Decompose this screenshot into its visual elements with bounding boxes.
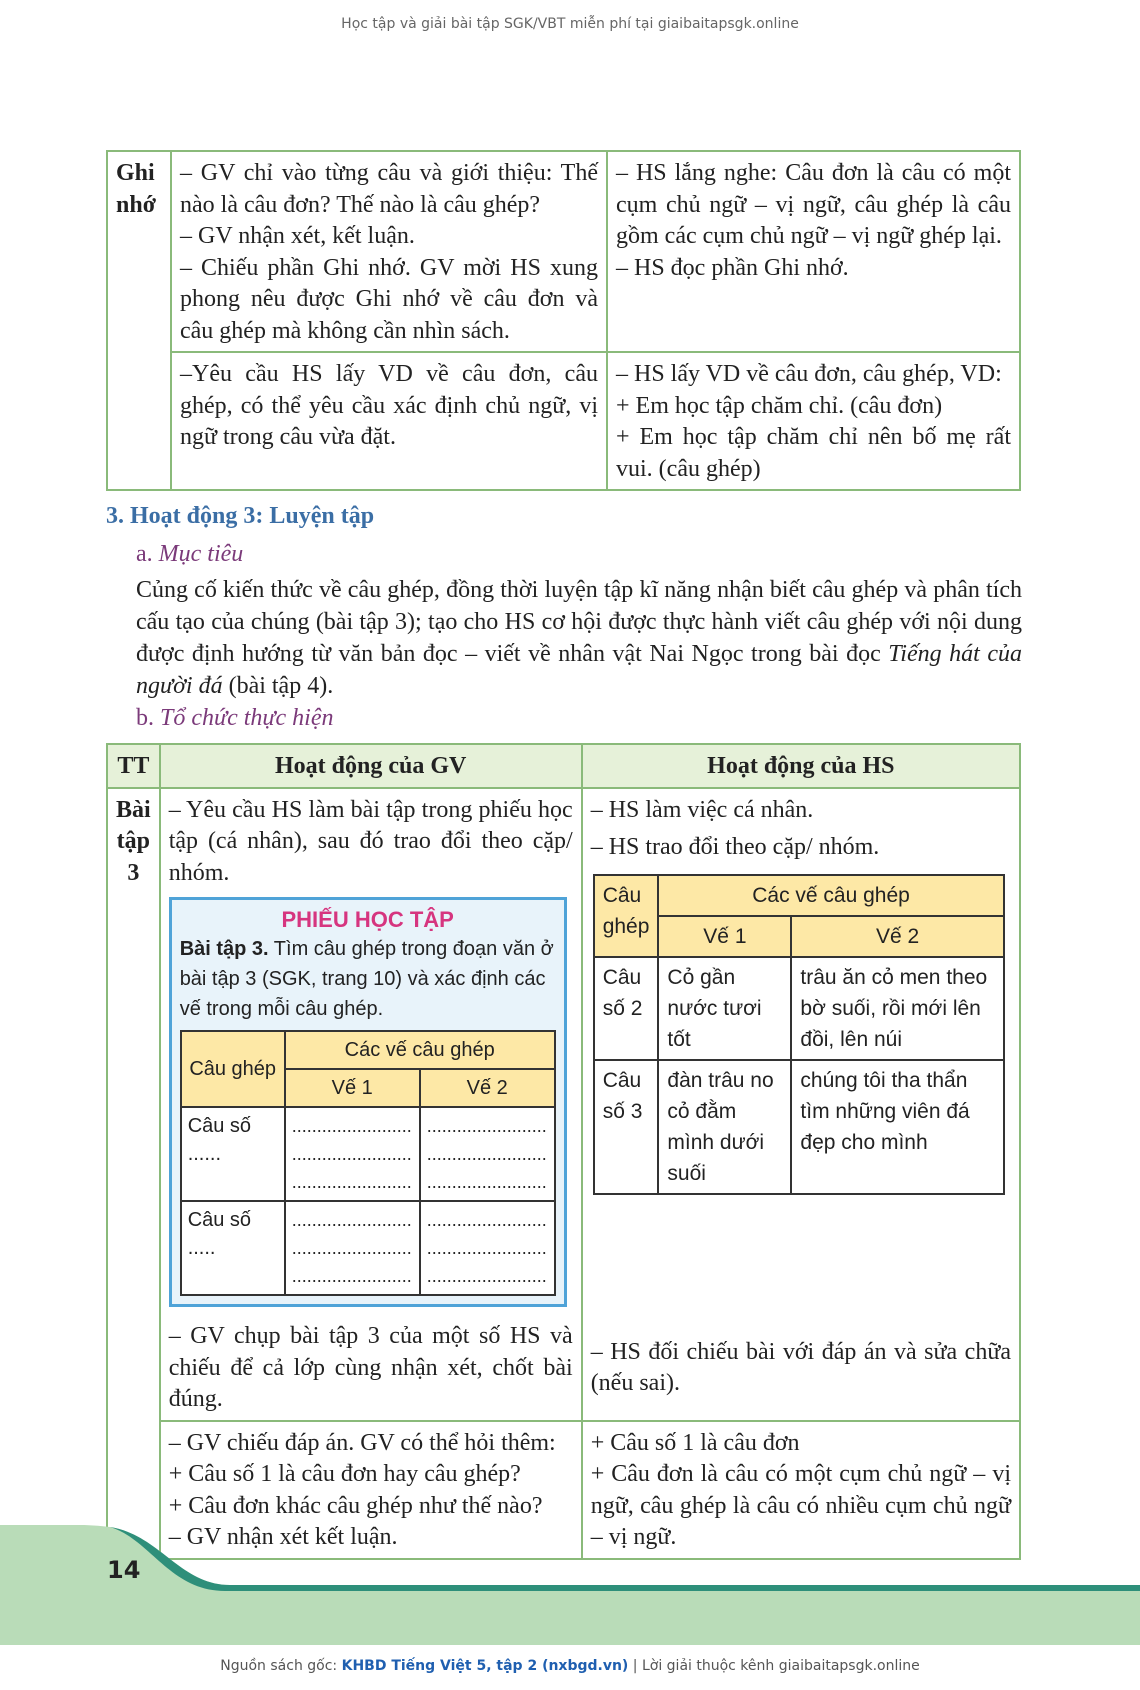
table-row [181, 1107, 555, 1201]
paragraph-text: Củng cố kiến thức về câu ghép, đồng thời luyện tập kĩ năng nhận biết câu ghép và phân tích cấu tạo của chúng (bài tập 3); tạo cho HS cơ hội được thực hành viết câu ghép với nội dung được định hướng từ văn bản đọc – viết về nhân vật Nai Ngọc trong bài đọc [136, 577, 1022, 667]
phieu-col-ve1: Vế 1 [285, 1069, 420, 1107]
text-line: – Chiếu phần Ghi nhớ. GV mời HS xung phong nêu được Ghi nhớ về câu đơn và câu ghép mà không cần nhìn sách. [180, 254, 598, 344]
header-hs: Hoạt động của HS [582, 744, 1020, 788]
ghi-nho-table [106, 150, 1021, 491]
row-label-ghi-nho: Ghi nhớ [107, 151, 171, 490]
dot-line: ........................ [291, 1266, 412, 1286]
text-line: + Em học tập chăm chỉ nên bố mẹ rất vui. (câu ghép) [616, 424, 1011, 482]
ans-row-label: Câu số 3 [594, 1060, 659, 1194]
text-line: + Câu đơn khác câu ghép như thế nào? [168, 1492, 543, 1519]
dot-line: ........................ [291, 1238, 412, 1258]
answer-table [593, 874, 1005, 1195]
ans-ve1: Cỏ gần nước tươi tốt [658, 957, 791, 1060]
text-line: – HS đọc phần Ghi nhớ. [616, 254, 849, 281]
phieu-table [180, 1030, 556, 1296]
phieu-col-cau-ghep: Câu ghép [181, 1031, 285, 1107]
text-line: – HS trao đổi theo cặp/ nhóm. [590, 834, 880, 860]
ans-col-cac-ve: Các vế câu ghép [658, 875, 1003, 916]
gv-cell: – GV chụp bài tập 3 của một số HS và chiếu để cả lớp cùng nhận xét, chốt bài đúng. [160, 1315, 582, 1421]
ans-col-ve1: Vế 1 [658, 916, 791, 957]
dot-line: ........................ [426, 1266, 547, 1286]
source-book-link[interactable]: KHBD Tiếng Việt 5, tập 2 (nxbgd.vn) [341, 1658, 629, 1674]
text-line: + Câu đơn là câu có một cụm chủ ngữ – vị ngữ, câu ghép là câu có nhiều cụm chủ ngữ – vị ngữ. [590, 1461, 1011, 1550]
blank-cell [285, 1201, 420, 1295]
subheading-prefix: b. [136, 705, 160, 731]
subheading-to-chuc [136, 705, 333, 732]
header-tt: TT [107, 744, 160, 788]
gv-cell: –Yêu cầu HS lấy VD về câu đơn, câu ghép, có thể yêu cầu xác định chủ ngữ, vị ngữ trong câu vừa đặt. [171, 352, 607, 490]
text-line: + Câu số 1 là câu đơn [590, 1429, 800, 1456]
ans-ve2: trâu ăn cỏ men theo bờ suối, rồi mới lên đồi, lên núi [791, 957, 1003, 1060]
ans-col-cau-ghep: Câu ghép [594, 875, 659, 957]
ans-col-ve2: Vế 2 [791, 916, 1003, 957]
ans-ve1: đàn trâu no cỏ đằm mình dưới suối [658, 1060, 791, 1194]
task-text: Tìm câu ghép trong đoạn văn ở bài tập 3 (SGK, trang 10) và xác định các vế trong mỗi câu ghép. [179, 938, 554, 1020]
dot-line: ........................ [291, 1116, 412, 1136]
phieu-row-label: Câu số ..... [181, 1201, 285, 1295]
gv-cell [171, 151, 607, 352]
subheading-text: Mục tiêu [158, 541, 244, 567]
activity-table [106, 743, 1021, 1560]
footer-wave-band [0, 1525, 1140, 1645]
subheading-prefix: a. [136, 541, 159, 567]
header-gv: Hoạt động của GV [160, 744, 582, 788]
row-label-bai-tap-3: Bài tập 3 [107, 788, 160, 1559]
paragraph-text-end: (bài tập 4). [222, 673, 334, 699]
gv-instruction: – Yêu cầu HS làm bài tập trong phiếu học tập (cá nhân), sau đó trao đổi theo cặp/ nhóm. [168, 796, 573, 886]
top-banner: Học tập và giải bài tập SGK/VBT miễn phí tại giaibaitapsgk.online [341, 16, 799, 32]
blank-cell [420, 1201, 555, 1295]
phieu-title: PHIẾU HỌC TẬP [281, 907, 454, 932]
phieu-hoc-tap [169, 897, 567, 1307]
blank-cell [285, 1107, 420, 1201]
dot-line: ........................ [426, 1172, 547, 1192]
subheading-muc-tieu [136, 541, 243, 568]
ans-row-label: Câu số 2 [594, 957, 659, 1060]
table-header-row [107, 744, 1020, 788]
hs-cell [582, 788, 1020, 1316]
table-row [594, 957, 1004, 1060]
dot-line: ........................ [291, 1144, 412, 1164]
dot-line: ........................ [426, 1210, 547, 1230]
task-label: Bài tập 3. [179, 938, 269, 960]
hs-cell: – HS đối chiếu bài với đáp án và sửa chữa (nếu sai). [582, 1315, 1020, 1421]
table-row [594, 1060, 1004, 1194]
text-line: – HS làm việc cá nhân. [590, 796, 814, 823]
section-title: 3. Hoạt động 3: Luyện tập [106, 503, 375, 529]
text-line: – HS lấy VD về câu đơn, câu ghép, VD: [616, 361, 1002, 387]
dot-line: ........................ [426, 1144, 547, 1164]
text-line: – HS lắng nghe: Câu đơn là câu có một cụm chủ ngữ – vị ngữ, câu ghép là câu gồm các cụm chủ ngữ – vị ngữ ghép lại. [616, 160, 1011, 249]
dot-line: ........................ [426, 1116, 547, 1136]
gv-cell [160, 788, 582, 1316]
text-line: + Câu số 1 là câu đơn hay câu ghép? [168, 1461, 521, 1487]
subheading-text: Tổ chức thực hiện [160, 705, 334, 731]
hs-cell [607, 352, 1020, 490]
phieu-col-ve2: Vế 2 [420, 1069, 555, 1107]
blank-cell [420, 1107, 555, 1201]
phieu-col-cac-ve: Các vế câu ghép [285, 1031, 555, 1069]
phieu-row-label: Câu số ...... [181, 1107, 285, 1201]
text-line: – GV chiếu đáp án. GV có thể hỏi thêm: [168, 1429, 556, 1456]
text-line: + Em học tập chăm chỉ. (câu đơn) [616, 392, 943, 419]
page-number: 14 [107, 1556, 141, 1584]
ans-ve2: chúng tôi tha thẩn tìm những viên đá đẹp cho mình [791, 1060, 1003, 1194]
hs-cell [607, 151, 1020, 352]
objective-paragraph [136, 574, 1022, 702]
phieu-task [180, 934, 556, 1024]
paragraph-italic: Tiếng hát của người đá [136, 641, 1022, 699]
source-suffix: | Lời giải thuộc kênh giaibaitapsgk.online [628, 1658, 920, 1674]
text-line: – GV nhận xét kết luận. [168, 1524, 398, 1550]
table-row [181, 1201, 555, 1295]
source-line [0, 1658, 1140, 1674]
text-line: – GV chỉ vào từng câu và giới thiệu: Thế nào là câu đơn? Thế nào là câu ghép? [180, 160, 598, 218]
dot-line: ........................ [291, 1172, 412, 1192]
source-prefix: Nguồn sách gốc: [220, 1658, 342, 1674]
dot-line: ........................ [291, 1210, 412, 1230]
text-line: – GV nhận xét, kết luận. [180, 223, 415, 249]
dot-line: ........................ [426, 1238, 547, 1258]
